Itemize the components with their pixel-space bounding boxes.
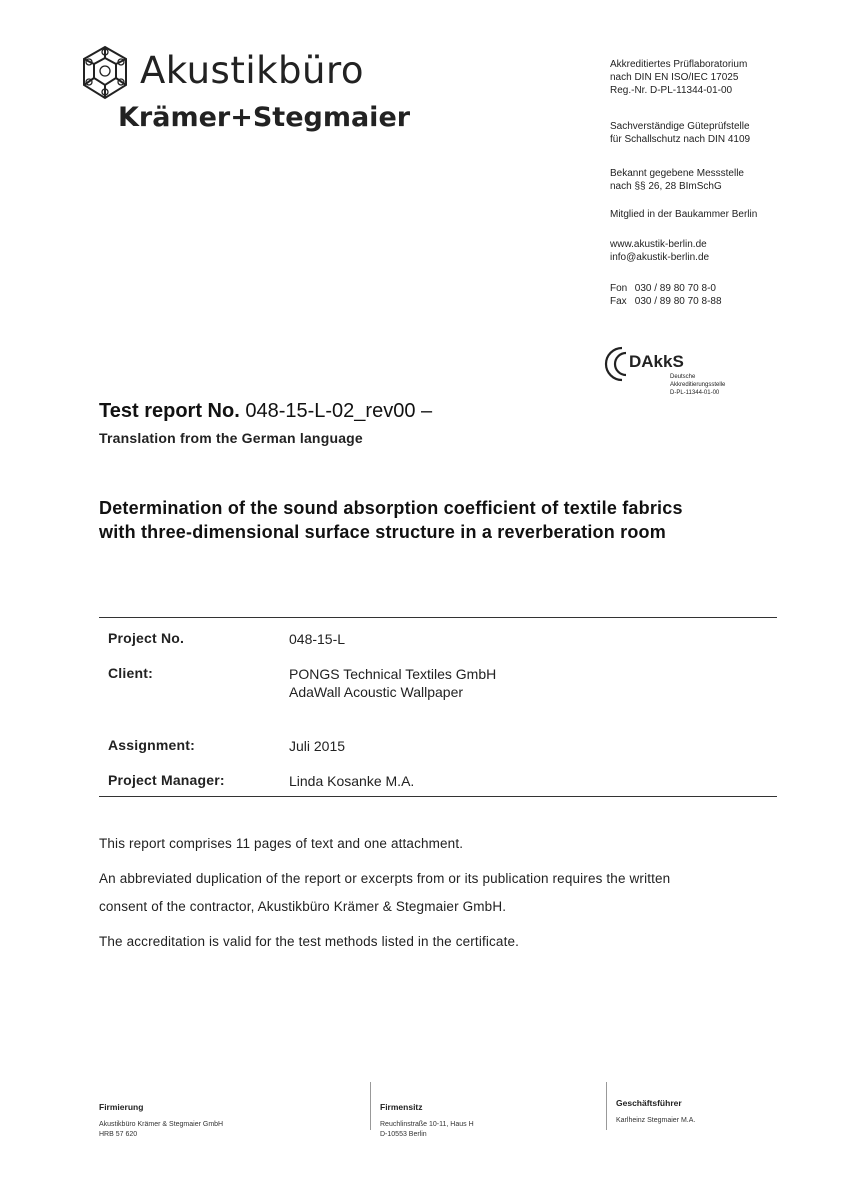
report-title-number: 048-15-L-02_rev00 – [245, 400, 433, 422]
table-bottom-rule [99, 796, 777, 797]
phone-info [610, 282, 722, 308]
report-title [99, 400, 432, 423]
project-no-label: Project No. [108, 630, 185, 646]
dakks-logo-icon [600, 344, 630, 384]
expert-line: Sachverständige Güteprüfstelle [610, 121, 750, 132]
footer-director-line: Karlheinz Stegmaier M.A. [616, 1117, 696, 1124]
accreditation-line: nach DIN EN ISO/IEC 17025 [610, 72, 739, 83]
footer-company-line: HRB 57 620 [99, 1131, 138, 1138]
email-link[interactable]: info@akustik-berlin.de [610, 252, 710, 263]
main-title-line: with three-dimensional surface structure in a reverberation room [99, 522, 666, 542]
member-info [610, 208, 757, 221]
footer-company-title: Firmierung [99, 1102, 144, 1112]
measurement-line: Bekannt gegebene Messstelle [610, 168, 744, 179]
accreditation-info [610, 58, 747, 97]
body-paragraph-pages: This report comprises 11 pages of text and one attachment. [99, 836, 464, 851]
accreditation-line: Akkreditiertes Prüflaboratorium [610, 59, 748, 70]
expert-info [610, 120, 750, 146]
dakks-sub-line: Deutsche [670, 374, 696, 380]
body-line: consent of the contractor, Akustikbüro Krämer & Stegmaier GmbH. [99, 899, 507, 914]
project-manager-value: Linda Kosanke M.A. [289, 773, 415, 789]
dakks-sub-line: D-PL-11344-01-00 [670, 390, 720, 396]
accreditation-line: Reg.-Nr. D-PL-11344-01-00 [610, 85, 733, 96]
website-link[interactable]: www.akustik-berlin.de [610, 239, 707, 250]
project-no-value: 048-15-L [289, 631, 346, 647]
client-label: Client: [108, 665, 153, 681]
fax-label: Fax [610, 296, 627, 307]
footer-director [616, 1098, 695, 1126]
report-subtitle: Translation from the German language [99, 430, 363, 446]
body-paragraph-duplication [99, 865, 789, 921]
report-title-prefix: Test report No. [99, 400, 240, 422]
phone-number: 030 / 89 80 70 8-0 [634, 283, 716, 294]
expert-line: für Schallschutz nach DIN 4109 [610, 134, 751, 145]
measurement-line: nach §§ 26, 28 BImSchG [610, 181, 722, 192]
main-title-line: Determination of the sound absorption coefficient of textile fabrics [99, 498, 683, 518]
main-title [99, 496, 683, 544]
footer-company-line: Akustikbüro Krämer & Stegmaier GmbH [99, 1121, 224, 1128]
footer-headquarters [380, 1102, 474, 1140]
logo-partners-name: Krämer+Stegmaier [118, 102, 411, 133]
client-value-line: AdaWall Acoustic Wallpaper [289, 684, 464, 700]
footer-divider [370, 1082, 371, 1130]
footer-headquarters-line: D-10553 Berlin [380, 1131, 427, 1138]
footer-headquarters-line: Reuchlinstraße 10-11, Haus H [380, 1121, 474, 1128]
member-line: Mitglied in der Baukammer Berlin [610, 209, 758, 220]
project-manager-label: Project Manager: [108, 772, 225, 788]
dakks-name: DAkkS [629, 352, 684, 371]
measurement-info [610, 167, 744, 193]
assignment-value: Juli 2015 [289, 738, 346, 754]
dakks-sub-line: Akkreditierungsstelle [670, 382, 726, 388]
dakks-subtitle [670, 373, 725, 397]
client-value-line: PONGS Technical Textiles GmbH [289, 666, 497, 682]
footer-divider [606, 1082, 607, 1130]
footer-headquarters-title: Firmensitz [380, 1102, 423, 1112]
body-paragraph-accreditation: The accreditation is valid for the test methods listed in the certificate. [99, 934, 520, 949]
footer-company [99, 1102, 223, 1140]
fax-number: 030 / 89 80 70 8-88 [634, 296, 722, 307]
body-line: An abbreviated duplication of the report or excerpts from or its publication requires the written [99, 871, 671, 886]
table-top-rule [99, 617, 777, 618]
logo-company-name: Akustikbüro [140, 49, 365, 92]
assignment-label: Assignment: [108, 737, 195, 753]
footer-director-title: Geschäftsführer [616, 1098, 682, 1108]
client-value [289, 665, 496, 701]
phone-label: Fon [610, 283, 628, 294]
company-logo-icon [78, 44, 132, 102]
contact-info [610, 238, 709, 264]
